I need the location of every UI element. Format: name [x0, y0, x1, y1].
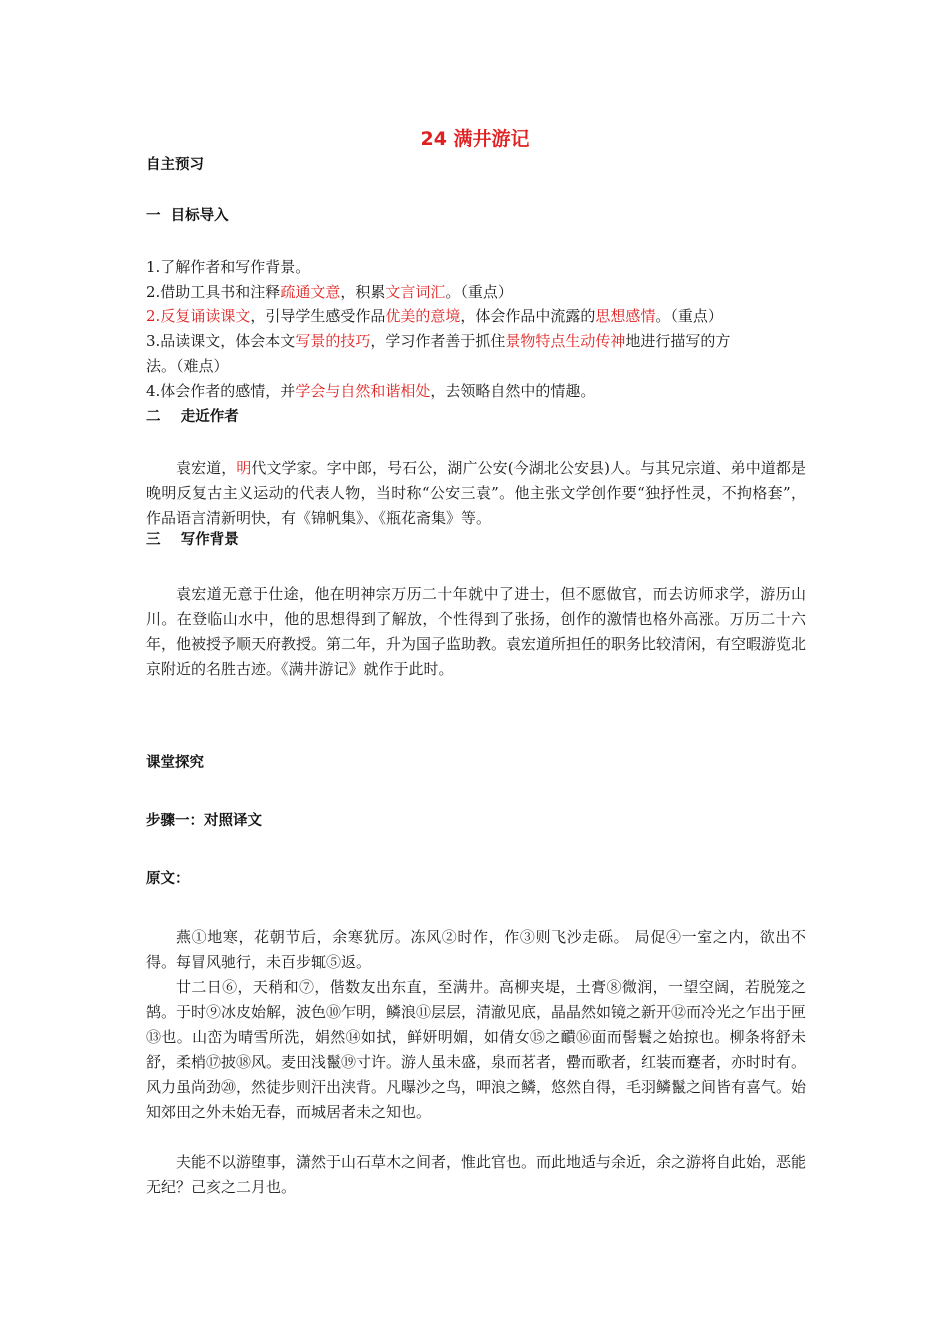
- part2-heading: 二 走近作者: [146, 409, 239, 425]
- goal2b-highlight-2: 优美的意境: [385, 307, 461, 325]
- goal3-text-c: ，学习作者善于抓住: [370, 332, 506, 350]
- goal-item-2: [146, 281, 513, 302]
- goal-item-2b: [146, 305, 723, 326]
- goal2-text-c: ，积累: [340, 283, 386, 301]
- goal2b-highlight-1: 反复诵读课文: [160, 307, 251, 325]
- goal2-highlight-1: 疏通文意: [280, 283, 341, 301]
- goal4-text-c: ，去领略自然中的情趣。: [430, 382, 596, 400]
- background-paragraph: 袁宏道无意于仕途，他在明神宗万历二十年就中了进士，但不愿做官，而去访师求学，游历山川。在登临山水中，他的思想得到了解放，个性得到了张扬，创作的激情也格外高涨。万历二十六年，他被授予顺天府教授。第二年，升为国子监助教。袁宏道所担任的职务比较清闲，有空暇游览北京附近的名胜古迹。《满井游记》就作于此时。: [146, 585, 807, 678]
- goal2b-prefix: 2.: [146, 307, 161, 325]
- original-paragraph-2: 廿二日⑥，天稍和⑦，偕数友出东直，至满井。高柳夹堤，土膏⑧微润，一望空阔，若脱笼之鹄。于时⑨冰皮始解，波色⑩乍明，鳞浪⑪层层，清澈见底，晶晶然如镜之新开⑫而冷光之乍出于匣⑬也。山峦为晴雪所洗，娟然⑭如拭，鲜妍明媚，如倩女⑮之靧⑯面而髻鬟之始掠也。柳条将舒未舒，柔梢⑰披⑱风。麦田浅鬣⑲寸许。游人虽未盛，泉而茗者，罍而歌者，红装而蹇者，亦时时有。风力虽尚劲⑳，然徒步则汗出浃背。凡曝沙之鸟，呷浪之鳞，悠然自得，毛羽鳞鬣之间皆有喜气。始知郊田之外未始无春，而城居者未之知也。: [146, 978, 807, 1121]
- document-title: 24 满井游记: [420, 128, 530, 150]
- goal2-text-a: 2.借助工具书和注释: [146, 283, 281, 301]
- goal4-text-a: 4.体会作者的感情，并: [146, 382, 296, 400]
- goal3-text-a: 3.品读课文，体会本文: [146, 332, 296, 350]
- part3-heading: 三 写作背景: [146, 532, 239, 548]
- original-paragraph-1: 燕①地寒，花朝节后，余寒犹厉。冻风②时作，作③则飞沙走砾。 局促④一室之内，欲出不得。每冒风驰行，未百步辄⑤返。: [146, 928, 806, 971]
- author-highlight: 明: [236, 459, 252, 477]
- goal2b-text-f: 。（重点）: [655, 307, 723, 325]
- goal2b-text-d: ，体会作品中流露的: [460, 307, 596, 325]
- author-paragraph: [146, 456, 806, 531]
- original-paragraph-3: 夫能不以游堕事，潇然于山石草木之间者，惟此官也。而此地适与余近，余之游将自此始，恶能无纪？己亥之二月也。: [146, 1153, 807, 1196]
- section-heading-preview: 自主预习: [146, 157, 204, 173]
- goal-item-3-cont: 法。（难点）: [146, 357, 229, 375]
- part1-heading: 一 目标导入: [146, 208, 229, 224]
- goal3-highlight-2: 景物特点生动传神: [505, 332, 626, 350]
- step1-heading: 步骤一：对照译文: [146, 813, 262, 829]
- goal2-text-e: 。（重点）: [445, 283, 513, 301]
- goal-item-1: 1.了解作者和写作背景。: [146, 258, 311, 276]
- goal2b-highlight-3: 思想感情: [595, 307, 656, 325]
- goal3-highlight-1: 写景的技巧: [295, 332, 371, 350]
- goal4-highlight: 学会与自然和谐相处: [295, 382, 431, 400]
- original-label: 原文：: [146, 871, 190, 887]
- goal2-highlight-2: 文言词汇: [385, 283, 446, 301]
- author-text-c: 代文学家。字中郎，号石公，湖广公安(今湖北公安县)人。与其兄宗道、弟中道都是晚明反复古主义运动的代表人物，当时称“公安三袁”。他主张文学创作要“独抒性灵，不拘格套”，作品语言清新明快，有《锦帆集》、《瓶花斋集》等。: [146, 459, 806, 527]
- author-text-a: 袁宏道，: [176, 459, 237, 477]
- section-heading-class: 课堂探究: [146, 755, 204, 771]
- goal-item-4: [146, 380, 595, 401]
- goal-item-3: [146, 330, 730, 351]
- goal2b-text-b: ，引导学生感受作品: [250, 307, 386, 325]
- goal3-text-e: 地进行描写的方: [625, 332, 731, 350]
